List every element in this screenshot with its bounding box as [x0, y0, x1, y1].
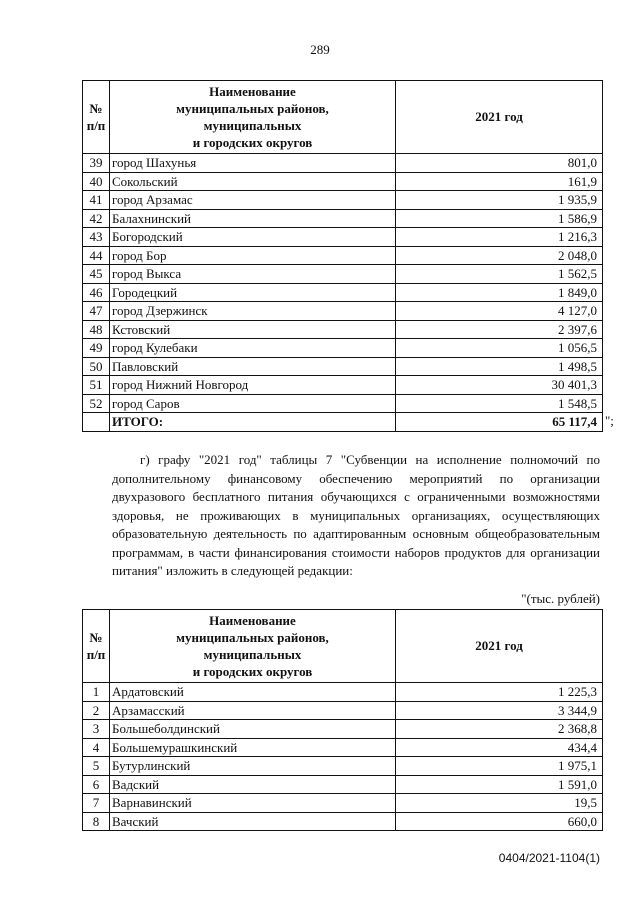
table-row: [83, 154, 603, 173]
row-number: 39: [83, 154, 110, 173]
row-number: 42: [83, 209, 110, 228]
row-value: 19,5: [396, 794, 603, 813]
row-name: Вачский: [110, 812, 396, 831]
header-year: 2021 год: [396, 610, 603, 683]
table-row: [83, 701, 603, 720]
row-value: 801,0: [396, 154, 603, 173]
table-row: [83, 339, 603, 358]
header-number: [83, 81, 110, 154]
table-row: [83, 376, 603, 395]
row-value: 1 591,0: [396, 775, 603, 794]
total-row: [83, 413, 603, 432]
row-number: 48: [83, 320, 110, 339]
row-name: Арзамасский: [110, 701, 396, 720]
row-name: город Шахунья: [110, 154, 396, 173]
amendment-paragraph: г) графу "2021 год" таблицы 7 "Субвенции на исполнение полномочий по дополнительному финансовому обеспечению мероприятий по организации двухразового бесплатного питания обучающихся с ограниченными возможностями здоровья, не проживающих в муниципальных организациях, осуществляющих образовательную деятельность по адаптированным основным общеобразовательным программам, в части финансирования стоимости наборов продуктов для организации питания" изложить в следующей редакции:: [112, 452, 600, 578]
table-header-row: [83, 81, 603, 154]
table-row: [83, 172, 603, 191]
row-number: 5: [83, 757, 110, 776]
table-row: [83, 265, 603, 284]
row-number: 46: [83, 283, 110, 302]
row-value: 1 849,0: [396, 283, 603, 302]
table-row: [83, 775, 603, 794]
table-row: [83, 683, 603, 702]
closing-quote-mark: ";: [605, 413, 614, 428]
row-number: 49: [83, 339, 110, 358]
row-name: Вадский: [110, 775, 396, 794]
header-number-line1: №: [89, 630, 103, 645]
row-value: 434,4: [396, 738, 603, 757]
table-row: [83, 357, 603, 376]
subsidy-table-2: [82, 609, 603, 831]
header-name-line: муниципальных районов,: [176, 630, 329, 645]
row-value: 1 225,3: [396, 683, 603, 702]
row-value: 1 056,5: [396, 339, 603, 358]
row-number: 8: [83, 812, 110, 831]
header-number-line1: №: [89, 101, 103, 116]
row-value: 2 368,8: [396, 720, 603, 739]
row-value: 30 401,3: [396, 376, 603, 395]
row-name: Варнавинский: [110, 794, 396, 813]
document-code: 0404/2021-1104(1): [498, 851, 600, 865]
row-name: Сокольский: [110, 172, 396, 191]
row-number: 52: [83, 394, 110, 413]
header-name-line: Наименование: [209, 84, 296, 99]
header-number-line2: п/п: [86, 647, 106, 662]
header-name: [110, 81, 396, 154]
row-number: 4: [83, 738, 110, 757]
row-name: город Нижний Новгород: [110, 376, 396, 395]
header-name-line: и городских округов: [192, 135, 313, 150]
row-number: 47: [83, 302, 110, 321]
row-name: Большеболдинский: [110, 720, 396, 739]
header-number-line2: п/п: [86, 118, 106, 133]
row-value: 1 975,1: [396, 757, 603, 776]
row-value: 1 562,5: [396, 265, 603, 284]
header-name-line: муниципальных: [203, 647, 302, 662]
table-row: [83, 394, 603, 413]
row-number: 7: [83, 794, 110, 813]
row-number: 6: [83, 775, 110, 794]
row-name: Богородский: [110, 228, 396, 247]
row-value: 3 344,9: [396, 701, 603, 720]
row-number: 44: [83, 246, 110, 265]
row-value: 161,9: [396, 172, 603, 191]
table-row: [83, 720, 603, 739]
row-number: 1: [83, 683, 110, 702]
total-value: 65 117,4: [396, 413, 603, 432]
row-value: 2 397,6: [396, 320, 603, 339]
table-row: [83, 757, 603, 776]
header-year: 2021 год: [396, 81, 603, 154]
row-name: Бутурлинский: [110, 757, 396, 776]
page-number: 289: [310, 42, 330, 57]
table-row: [83, 302, 603, 321]
total-label: ИТОГО:: [110, 413, 396, 432]
subsidy-table-1: [82, 80, 603, 432]
row-value: 660,0: [396, 812, 603, 831]
header-name-line: муниципальных: [203, 118, 302, 133]
row-value: 2 048,0: [396, 246, 603, 265]
row-value: 1 548,5: [396, 394, 603, 413]
row-name: город Дзержинск: [110, 302, 396, 321]
table-row: [83, 191, 603, 210]
units-note: "(тыс. рублей): [521, 591, 600, 606]
row-number: 51: [83, 376, 110, 395]
header-name-line: и городских округов: [192, 664, 313, 679]
total-number-cell: [83, 413, 110, 432]
table-row: [83, 320, 603, 339]
header-name-line: Наименование: [209, 613, 296, 628]
row-name: Павловский: [110, 357, 396, 376]
header-name: [110, 610, 396, 683]
row-number: 43: [83, 228, 110, 247]
row-value: 1 586,9: [396, 209, 603, 228]
table-row: [83, 812, 603, 831]
row-name: Большемурашкинский: [110, 738, 396, 757]
row-number: 3: [83, 720, 110, 739]
header-name-line: муниципальных районов,: [176, 101, 329, 116]
row-value: 1 498,5: [396, 357, 603, 376]
table-header-row: [83, 610, 603, 683]
row-value: 1 216,3: [396, 228, 603, 247]
header-number: [83, 610, 110, 683]
row-name: город Выкса: [110, 265, 396, 284]
row-name: Кстовский: [110, 320, 396, 339]
row-name: Балахнинский: [110, 209, 396, 228]
row-name: Городецкий: [110, 283, 396, 302]
table-row: [83, 794, 603, 813]
row-name: Ардатовский: [110, 683, 396, 702]
row-number: 40: [83, 172, 110, 191]
table-row: [83, 228, 603, 247]
row-number: 45: [83, 265, 110, 284]
table-row: [83, 283, 603, 302]
row-value: 4 127,0: [396, 302, 603, 321]
row-number: 50: [83, 357, 110, 376]
table-row: [83, 246, 603, 265]
row-name: город Саров: [110, 394, 396, 413]
row-number: 2: [83, 701, 110, 720]
table-row: [83, 738, 603, 757]
row-name: город Арзамас: [110, 191, 396, 210]
row-value: 1 935,9: [396, 191, 603, 210]
row-name: город Кулебаки: [110, 339, 396, 358]
table-row: [83, 209, 603, 228]
row-name: город Бор: [110, 246, 396, 265]
row-number: 41: [83, 191, 110, 210]
